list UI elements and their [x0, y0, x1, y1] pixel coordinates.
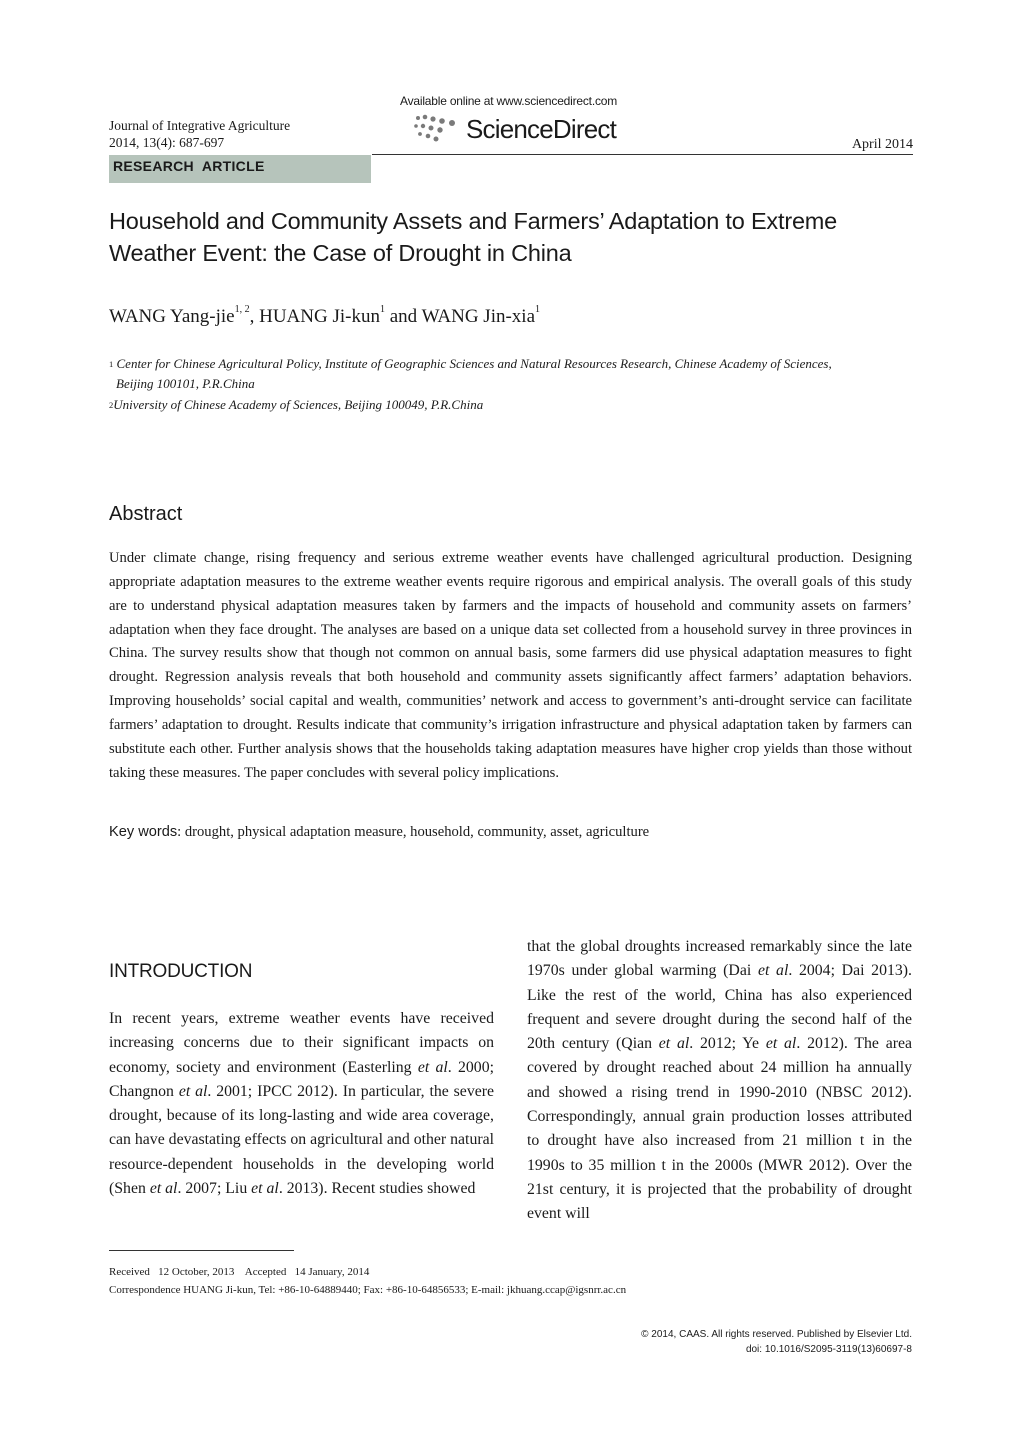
sciencedirect-dots-icon [412, 114, 460, 144]
paragraph-text: that the global droughts increased remarkably since the late 1970s under global warming (Dai [527, 938, 912, 980]
paragraph-text: . 2012; Ye [689, 1035, 766, 1053]
affiliation-1 [109, 354, 912, 374]
body-column-left [109, 1007, 494, 1201]
title-line-2: Weather Event: the Case of Drought in China [109, 240, 572, 266]
copyright-notice: © 2014, CAAS. All rights reserved. Published by Elsevier Ltd. [641, 1329, 912, 1340]
author-affiliation-mark: 1 [379, 304, 385, 315]
author-separator: and [384, 306, 422, 327]
header-divider [372, 154, 913, 155]
article-title [109, 205, 919, 269]
paragraph-text: . 2000; Changnon [109, 1058, 494, 1100]
article-type-label: RESEARCH ARTICLE [113, 158, 265, 174]
footnote-divider [109, 1250, 294, 1251]
paragraph-text: . 2007; Liu [177, 1180, 252, 1198]
citation-etal: et al [765, 1035, 797, 1053]
citation-etal: et al [149, 1180, 178, 1198]
abstract-body: Under climate change, rising frequency and serious extreme weather events have challenged agricultural production. Designing appropriate adaptation measures to the extreme weather events require rigorous and empirical analysis. The overall goals of this study are to understand physical adaptation measures taken by farmers and the impacts of household and community assets on farmers’ adaptation when they face drought. The analyses are based on a unique data set collected from a household survey in three provinces in China. The survey results show that though not common on annual basis, some farmers did use physical adaptation measures to fight drought. Regression analysis reveals that both household and community assets significantly affect farmers’ adaptation behaviors. Improving households’ social capital and wealth, communities’ network and access to government’s anti-drought service can facilitate farmers’ adaptation to drought. Results indicate that community’s irrigation infrastructure and physical adaptation taken by farmers can substitute each other. Further analysis shows that the households taking adaptation measures have higher crop yields than those without taking these measures. The paper concludes with several policy implications. [109, 550, 912, 781]
paragraph-text: . 2004; Dai 2013). Like the rest of the world, China has also experienced frequent and severe drought during the second half of the 20th century (Qian [527, 962, 912, 1053]
affiliation-number: 2 [109, 400, 114, 410]
keywords-label: Key words [109, 824, 178, 840]
author-list [109, 306, 540, 328]
paragraph-text: . 2001; IPCC 2012). In particular, the severe drought, because of its long-lasting and wide area coverage, can have devastating effects on agricultural and other natural resource-dependent households in the developing world (Shen [109, 1082, 495, 1198]
correspondence-info: Correspondence HUANG Ji-kun, Tel: +86-10-64889440; Fax: +86-10-64856533; E-mail: jkhuang.ccap@igsnrr.ac.cn [109, 1284, 627, 1296]
affiliation-2 [109, 395, 912, 415]
sciencedirect-logo[interactable] [412, 112, 616, 146]
author-separator: , [249, 306, 260, 327]
keywords-list: : drought, physical adaptation measure, household, community, asset, agriculture [177, 824, 650, 840]
author-name[interactable]: WANG Jin-xia [421, 306, 536, 327]
citation-etal: et al [251, 1180, 279, 1198]
affiliation-1-cont: Beijing 100101, P.R.China [116, 376, 255, 391]
keywords [109, 824, 649, 841]
journal-citation [109, 117, 290, 151]
author-name[interactable]: HUANG Ji-kun [259, 306, 380, 327]
author-affiliation-mark: 1 [535, 304, 541, 315]
title-line-1: Household and Community Assets and Farmers’ Adaptation to Extreme [109, 208, 838, 234]
body-column-right [527, 935, 912, 1227]
sciencedirect-wordmark: ScienceDirect [466, 113, 616, 144]
author-affiliation-mark: 1, 2 [234, 304, 250, 315]
citation-etal: et al [178, 1082, 208, 1100]
journal-name: Journal of Integrative Agriculture [109, 118, 291, 133]
journal-volume: 2014, 13(4): 687-697 [109, 135, 225, 150]
paragraph-text: In recent years, extreme weather events have received increasing concerns due to their significant impacts on economy, society and environment (Easterling [109, 1010, 494, 1076]
citation-etal: et al [757, 962, 789, 980]
citation-etal: et al [417, 1058, 448, 1076]
received-accepted-dates: Received 12 October, 2013 Accepted 14 January, 2014 [109, 1266, 370, 1278]
citation-etal: et al [658, 1035, 690, 1053]
paragraph-text: . 2013). Recent studies showed [278, 1180, 476, 1198]
section-heading-introduction: INTRODUCTION [109, 961, 253, 982]
doi-link[interactable]: doi: 10.1016/S2095-3119(13)60697-8 [745, 1344, 912, 1355]
abstract-heading: Abstract [109, 503, 183, 525]
affiliation-number: 1 [109, 359, 114, 369]
affiliation-text: University of Chinese Academy of Sciences, Beijing 100049, P.R.China [113, 397, 484, 412]
author-name[interactable]: WANG Yang-jie [109, 306, 235, 327]
affiliation-text: Center for Chinese Agricultural Policy, Institute of Geographic Sciences and Natural Resources Research, Chinese Academy of Sciences, [116, 356, 832, 371]
paragraph-text: . 2012). The area covered by drought reached about 24 million ha annually and showed a rising trend in 1990-2010 (NBSC 2012). Correspondingly, annual grain production losses attributed to drought have also increased from 21 million t in the 1990s to 35 million t in the 2000s (MWR 2012). Over the 21st century, it is projected that the probability of drought event will [527, 1035, 913, 1223]
available-online-link[interactable]: Available online at www.sciencedirect.com [400, 94, 618, 108]
issue-date: April 2014 [851, 137, 913, 152]
